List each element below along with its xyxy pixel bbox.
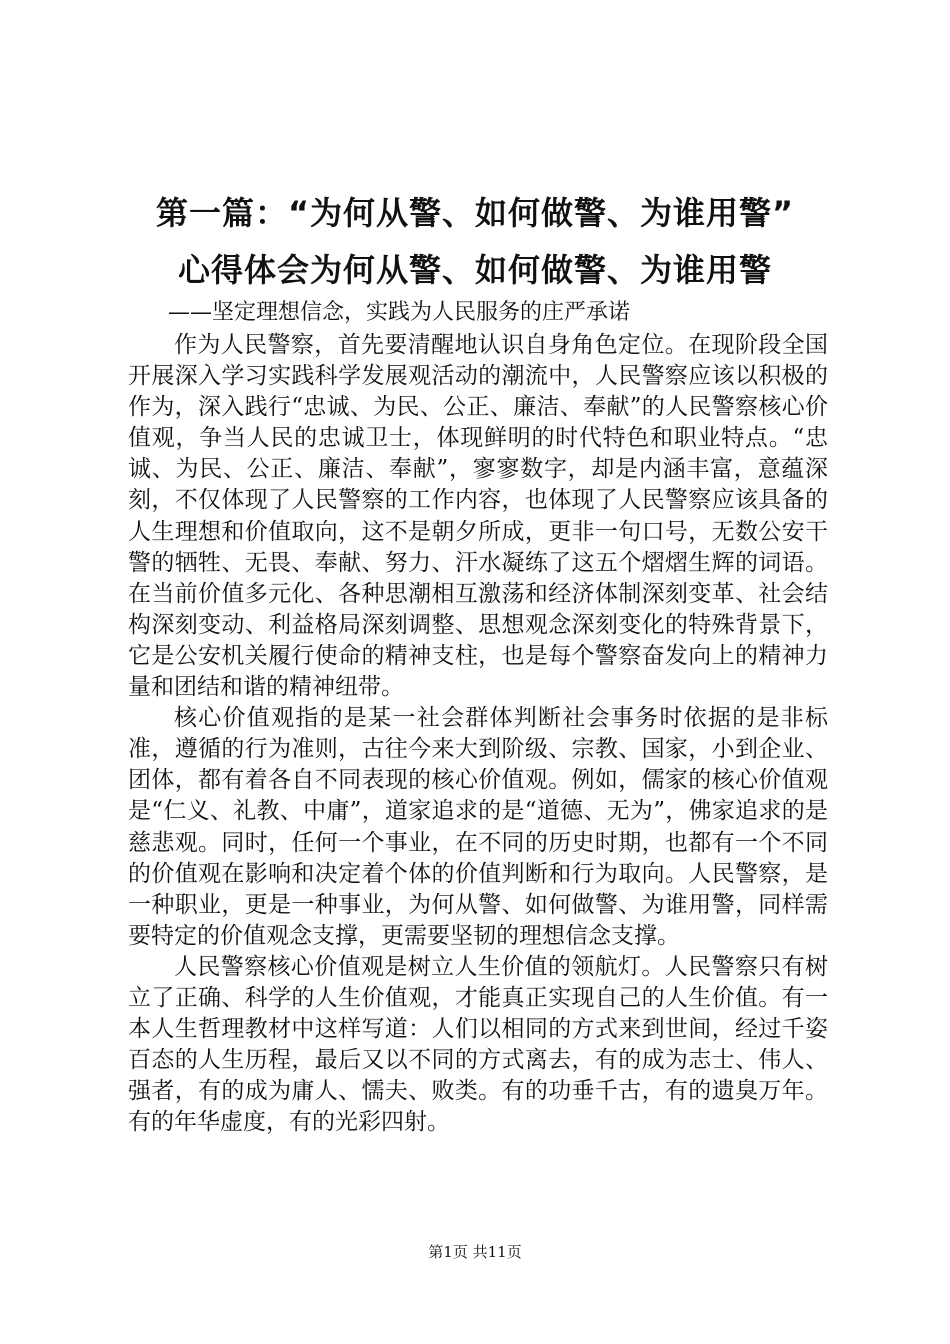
paragraph: 核心价值观指的是某一社会群体判断社会事务时依据的是非标准，遵循的行为准则，古往今来大到阶级、宗教、国家，小到企业、团体，都有着各自不同表现的核心价值观。例如，儒家的核心价值观是“仁义、礼教、中庸”，道家追求的是“道德、无为”，佛家追求的是慈悲观。同时，任何一个事业，在不同的历史时期，也都有一个不同的价值观在影响和决定着个体的价值判断和行为取向。人民警察，是一种职业，更是一种事业，为何从警、如何做警、为谁用警，同样需要特定的价值观念支撑，更需要坚韧的理想信念支撑。 bbox=[128, 705, 828, 949]
document-body bbox=[128, 330, 828, 1138]
paragraph: 作为人民警察，首先要清醒地认识自身角色定位。在现阶段全国开展深入学习实践科学发展观活动的潮流中，人民警察应该以积极的作为，深入践行“忠诚、为民、公正、廉洁、奉献”的人民警察核心价值观，争当人民的忠诚卫士，体现鲜明的时代特色和职业特点。“忠诚、为民、公正、廉洁、奉献”，寥寥数字，却是内涵丰富，意蕴深刻，不仅体现了人民警察的工作内容，也体现了人民警察应该具备的人生理想和价值取向，这不是朝夕所成，更非一句口号，无数公安干警的牺牲、无畏、奉献、努力、汗水凝练了这五个熠熠生辉的词语。在当前价值多元化、各种思潮相互激荡和经济体制深刻变革、社会结构深刻变动、利益格局深刻调整、思想观念深刻变化的特殊背景下，它是公安机关履行使命的精神支柱，也是每个警察奋发向上的精神力量和团结和谐的精神纽带。 bbox=[128, 332, 828, 701]
document-subtitle: ——坚定理想信念，实践为人民服务的庄严承诺 bbox=[168, 300, 631, 325]
document-title: 第一篇：“为何从警、如何做警、为谁用警” bbox=[155, 194, 795, 232]
page-number-footer: 第1页 共11页 bbox=[428, 1243, 522, 1261]
document-title-line-2: 心得体会为何从警、如何做警、为谁用警 bbox=[177, 251, 772, 289]
paragraph: 人民警察核心价值观是树立人生价值的领航灯。人民警察只有树立了正确、科学的人生价值观，才能真正实现自己的人生价值。有一本人生哲理教材中这样写道：人们以相同的方式来到世间，经过千姿百态的人生历程，最后又以不同的方式离去，有的成为志士、伟人、强者，有的成为庸人、懦夫、败类。有的功垂千古，有的遗臭万年。有的年华虚度，有的光彩四射。 bbox=[128, 953, 828, 1136]
